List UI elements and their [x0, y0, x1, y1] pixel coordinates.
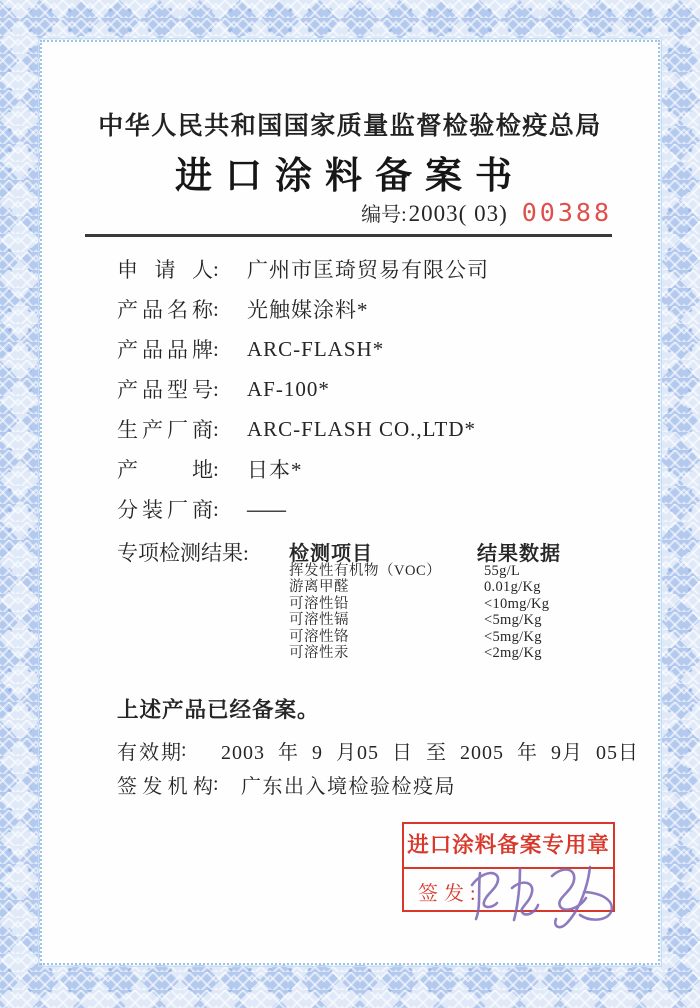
field-row-product-name [42, 289, 658, 329]
field-colon: : [213, 456, 219, 481]
field-colon: : [213, 296, 219, 321]
field-value: ARC-FLASH* [247, 336, 385, 361]
field-colon: : [213, 336, 219, 361]
validity-row [42, 736, 658, 764]
validity-label: 有效期 [117, 741, 181, 764]
test-results-section [42, 537, 658, 661]
field-row-brand [42, 329, 658, 369]
test-section-label: 专项检测结果 [117, 541, 243, 565]
validity-value: 2003 年 9 月05 日 至 2005 年 9月 05日 [221, 741, 639, 764]
test-result: 55g/L [484, 563, 521, 579]
field-value: 广州市匡琦贸易有限公司 [247, 258, 489, 282]
field-label: 申请人 [117, 258, 213, 282]
sign-text: 签发 [418, 883, 470, 905]
column-header-item: 检测项目 [289, 543, 373, 565]
field-colon: : [213, 496, 219, 521]
test-row-cadmium [42, 612, 658, 628]
test-result: <5mg/Kg [484, 612, 542, 629]
field-label: 产地 [117, 458, 213, 482]
field-colon: : [213, 416, 219, 441]
field-colon: : [213, 376, 219, 401]
test-row-lead [42, 596, 658, 612]
validity-colon: : [181, 738, 187, 761]
issuing-authority: 中华人民共和国国家质量监督检验检疫总局 [98, 113, 602, 140]
field-row-repacker [42, 489, 658, 529]
serial-label: 编号 [361, 204, 402, 226]
certificate-sheet [40, 40, 660, 965]
column-header-result: 结果数据 [477, 543, 561, 565]
test-item: 可溶性镉 [289, 612, 349, 629]
document-title: 进口涂料备案书 [175, 156, 525, 197]
test-item: 挥发性有机物（VOC） [289, 563, 442, 579]
test-result: <10mg/Kg [484, 595, 550, 612]
field-value: 光触媒涂料* [247, 298, 369, 322]
divider-rule [85, 234, 612, 237]
fields-section [42, 249, 658, 529]
issuer-row [42, 770, 658, 798]
test-item: 可溶性汞 [289, 645, 349, 662]
field-label: 产品型号 [117, 378, 213, 402]
field-label: 生产厂商 [117, 418, 213, 442]
test-item: 游离甲醛 [289, 579, 349, 596]
serial-colon: : [401, 204, 407, 226]
field-colon: : [213, 256, 219, 281]
field-value-dash: —— [247, 496, 283, 521]
issuer-label: 签发机构 [117, 775, 213, 798]
field-row-origin [42, 449, 658, 489]
sign-colon: : [470, 883, 482, 905]
test-row-mercury [42, 645, 658, 661]
serial-number-stamped: 00388 [521, 198, 612, 227]
field-row-applicant [42, 249, 658, 289]
field-value: ARC-FLASH CO.,LTD* [247, 416, 477, 441]
handwritten-signature [468, 857, 638, 937]
field-row-manufacturer [42, 409, 658, 449]
serial-prefix: 2003( 03) [408, 201, 508, 226]
field-value: 日本* [247, 458, 303, 482]
registration-statement: 上述产品已经备案。 [117, 698, 320, 723]
test-row-chromium [42, 629, 658, 645]
field-label: 产品品牌 [117, 338, 213, 362]
stamp-sign-row [404, 869, 613, 911]
field-label: 分装厂商 [117, 498, 213, 522]
serial-number-row [42, 200, 658, 230]
field-label: 产品名称 [117, 298, 213, 322]
test-item: 可溶性铅 [289, 595, 349, 612]
test-result: <2mg/Kg [484, 645, 542, 662]
test-item: 可溶性铬 [289, 628, 349, 645]
issuer-value: 广东出入境检验检疫局 [241, 775, 456, 798]
registration-stamp-box [402, 822, 615, 912]
test-result: <5mg/Kg [484, 628, 542, 645]
test-row-formaldehyde [42, 579, 658, 595]
test-section-label-wrap [117, 537, 289, 567]
stamp-title: 进口涂料备案专用章 [404, 824, 613, 869]
field-value: AF-100* [247, 376, 330, 401]
issuer-colon: : [213, 772, 219, 795]
field-row-model [42, 369, 658, 409]
test-result: 0.01g/Kg [484, 579, 541, 596]
test-results-header [42, 537, 658, 563]
test-section-colon: : [243, 541, 249, 565]
